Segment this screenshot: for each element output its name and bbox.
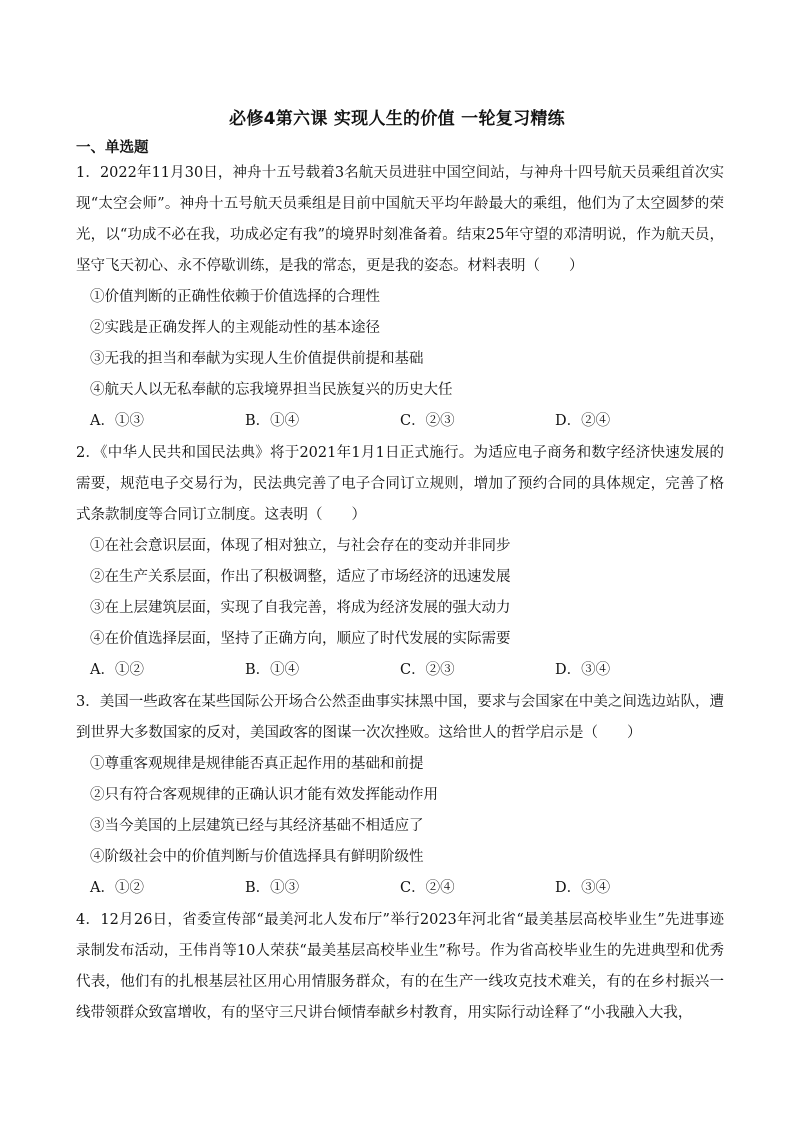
- statement-3: ③无我的担当和奉献为实现人生价值提供前提和基础: [90, 351, 424, 367]
- statement-3: ③在上层建筑层面，实现了自我完善，将成为经济发展的强大动力: [90, 600, 511, 616]
- choice-b: B．①④: [245, 662, 300, 678]
- statement-3: ③当今美国的上层建筑已经与其经济基础不相适应了: [90, 818, 424, 834]
- choice-b: B．①③: [245, 880, 300, 896]
- choice-c: C．②④: [400, 880, 455, 896]
- question-3: [76, 687, 724, 904]
- question-stem: 3．美国一些政客在某些国际公开场合公然歪曲事实抹黑中国，要求与会国家在中美之间选边站队，遭到世界大多数国家的反对，美国政客的图谋一次次挫败。这给世人的哲学启示是（ ）: [76, 694, 724, 741]
- statement-2: ②实践是正确发挥人的主观能动性的基本途径: [90, 320, 380, 336]
- question-2: [76, 438, 724, 686]
- choice-d: D．③④: [555, 880, 611, 896]
- statement-1: ①价值判断的正确性依赖于价值选择的合理性: [90, 289, 380, 305]
- choice-a: A．①②: [90, 880, 144, 896]
- answer-choices: [76, 655, 724, 686]
- page-title: 必修4第六课 实现人生的价值 一轮复习精练: [229, 109, 565, 129]
- question-stem: 2．《中华人民共和国民法典》将于2021年1月1日正式施行。为适应电子商务和数字经济快速发展的需要，规范电子交易行为，民法典完善了电子合同订立规则，增加了预约合同的具体规定，完善了格式条款制度等合同订立制度。这表明（ ）: [76, 445, 724, 523]
- statement-4: ④航天人以无私奉献的忘我境界担当民族复兴的历史大任: [90, 382, 453, 398]
- question-stem: 4．12月26日，省委宣传部“最美河北人发布厅”举行2023年河北省“最美基层高校毕业生”先进事迹录制发布活动，王伟肖等10人荣获“最美基层高校毕业生”称号。作为省高校毕业生的先进典型和优秀代表，他们有的扎根基层社区用心用情服务群众，有的在生产一线攻克技术难关，有的在乡村振兴一线带领群众致富增收，有的坚守三尺讲台倾情奉献乡村教育，用实际行动诠释了“小我融入大我，: [76, 912, 724, 1021]
- statement-2: ②在生产关系层面，作出了积极调整，适应了市场经济的迅速发展: [90, 569, 511, 585]
- statement-1: ①尊重客观规律是规律能否真正起作用的基础和前提: [90, 756, 424, 772]
- answer-choices: [76, 873, 724, 904]
- question-4: [76, 905, 724, 1029]
- question-1: [76, 158, 724, 437]
- statement-4: ④阶级社会中的价值判断与价值选择具有鲜明阶级性: [90, 849, 424, 865]
- choice-a: A．①②: [90, 662, 144, 678]
- choice-d: D．②④: [555, 413, 611, 429]
- statement-4: ④在价值选择层面，坚持了正确方向，顺应了时代发展的实际需要: [90, 631, 511, 647]
- choice-c: C．②③: [400, 662, 455, 678]
- choice-a: A．①③: [90, 413, 144, 429]
- answer-choices: [76, 406, 724, 437]
- section-heading: 一、单选题: [76, 140, 149, 156]
- question-stem: 1．2022年11月30日，神舟十五号载着3名航天员进驻中国空间站，与神舟十四号航天员乘组首次实现“太空会师”。神舟十五号航天员乘组是目前中国航天平均年龄最大的乘组，他们为了太空圆梦的荣光，以“功成不必在我，功成必定有我”的境界时刻准备着。结束25年守望的邓清明说，作为航天员，坚守飞天初心、永不停歇训练，是我的常态，更是我的姿态。材料表明（ ）: [76, 165, 724, 274]
- choice-d: D．③④: [555, 662, 611, 678]
- choice-c: C．②③: [400, 413, 455, 429]
- statement-2: ②只有符合客观规律的正确认识才能有效发挥能动作用: [90, 787, 438, 803]
- choice-b: B．①④: [245, 413, 300, 429]
- statement-1: ①在社会意识层面，体现了相对独立，与社会存在的变动并非同步: [90, 538, 511, 554]
